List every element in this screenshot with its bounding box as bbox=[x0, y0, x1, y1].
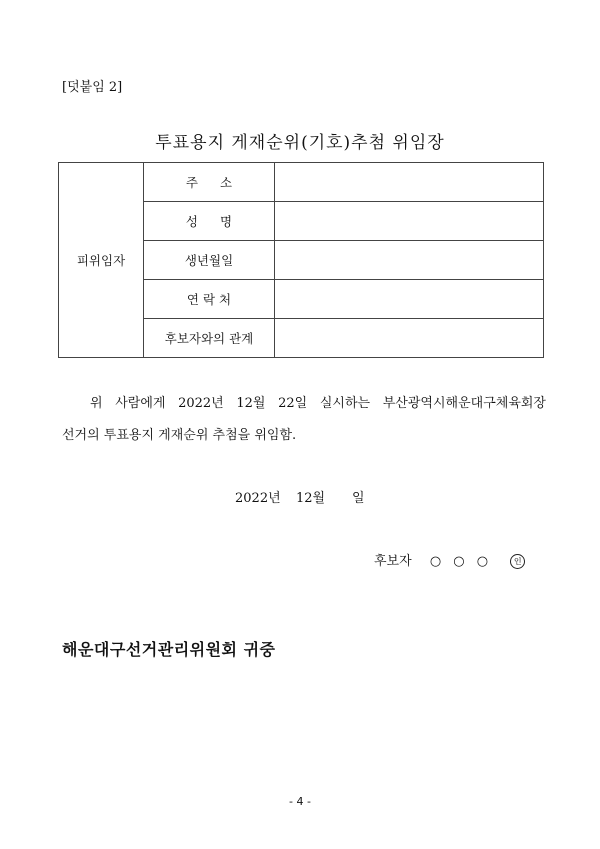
delegation-statement bbox=[62, 388, 546, 452]
date-year: 2022년 bbox=[235, 491, 281, 506]
address-field[interactable] bbox=[275, 163, 544, 202]
name-field[interactable] bbox=[275, 202, 544, 241]
statement-line-1: 위 사람에게 2022년 12월 22일 실시하는 부산광역시해운대구체육회장 bbox=[90, 396, 546, 411]
seal-icon: 인 bbox=[510, 554, 525, 569]
proxy-group-label: 피위임자 bbox=[59, 163, 144, 358]
proxy-info-table bbox=[58, 162, 544, 358]
birthdate-label: 생년월일 bbox=[144, 241, 275, 280]
birthdate-field[interactable] bbox=[275, 241, 544, 280]
page-number: - 4 - bbox=[289, 795, 311, 808]
relationship-field[interactable] bbox=[275, 319, 544, 358]
date-day: 일 bbox=[352, 491, 365, 506]
candidate-label: 후보자 bbox=[374, 554, 412, 569]
recipient: 해운대구선거관리위원회 귀중 bbox=[62, 640, 276, 659]
candidate-name-placeholder: ○ ○ ○ bbox=[429, 554, 493, 569]
relationship-label: 후보자와의 관계 bbox=[144, 319, 275, 358]
date-month: 12월 bbox=[296, 491, 326, 506]
statement-line-2: 선거의 투표용지 게재순위 추첨을 위임함. bbox=[62, 428, 297, 443]
candidate-signature bbox=[374, 550, 525, 569]
contact-field[interactable] bbox=[275, 280, 544, 319]
address-label: 주소 bbox=[144, 163, 275, 202]
name-label: 성명 bbox=[144, 202, 275, 241]
attachment-label: [덧붙임 2] bbox=[62, 80, 123, 95]
table-row bbox=[59, 163, 544, 202]
document-title: 투표용지 게재순위(기호)추첨 위임장 bbox=[155, 133, 445, 153]
contact-label: 연락처 bbox=[144, 280, 275, 319]
